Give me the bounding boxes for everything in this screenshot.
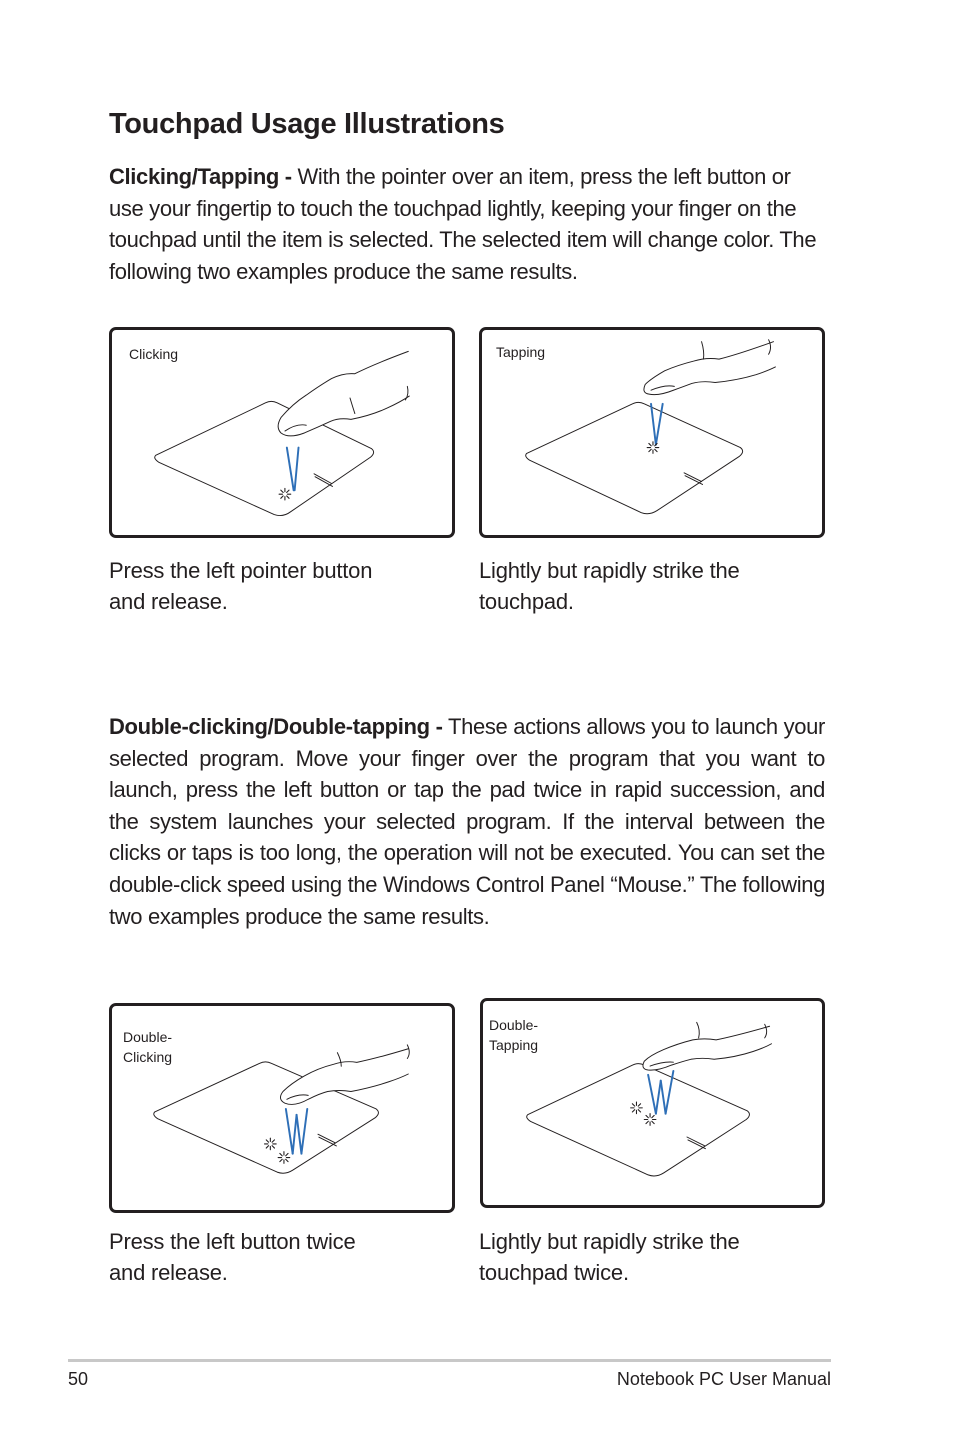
double-tapping-label: Double- Tapping [489, 1017, 539, 1053]
tapping-illustration [479, 327, 825, 538]
clicking-illustration [109, 327, 455, 538]
double-clicking-illustration [109, 1003, 455, 1213]
clicking-tapping-paragraph [109, 161, 825, 287]
footer-divider [68, 1359, 831, 1362]
double-click-heading: Double-clicking/Double-tapping - [109, 714, 443, 739]
click-burst-icon [644, 1114, 656, 1126]
click-burst-icon [278, 1152, 290, 1164]
click-burst-icon [279, 488, 291, 500]
manual-title: Notebook PC User Manual [616, 1369, 831, 1389]
click-burst-icon [647, 442, 659, 454]
page-title: Touchpad Usage Illustrations [109, 108, 505, 140]
page-number: 50 [68, 1369, 89, 1389]
clicking-tapping-heading: Clicking/Tapping - [109, 164, 292, 189]
click-burst-icon [265, 1138, 277, 1150]
tapping-caption: Lightly but rapidly strike the touchpad. [479, 558, 740, 614]
double-clicking-caption: Press the left button twice and release. [109, 1229, 356, 1285]
double-clicking-label: Double- Clicking [123, 1029, 173, 1065]
clicking-label: Clicking [129, 346, 179, 362]
double-click-body: These actions allows you to launch your selected program. Move your finger over the program that you want to launch, press the left button or tap the pad twice in rapid succession, and the system launches your selected program. If the interval between the clicks or taps is too long, the operation will not be executed. You can set the double-click speed using the Windows Control Panel “Mouse.” The following two examples produce the same results. [109, 714, 825, 929]
double-click-paragraph [109, 711, 825, 932]
tapping-label: Tapping [496, 344, 546, 360]
clicking-tapping-body: With the pointer over an item, press the left button or use your fingertip to touch the touchpad lightly, keeping your finger on the touchpad until the item is selected. The selected item will change color. The following two examples produce the same results. [109, 164, 817, 284]
double-tapping-caption: Lightly but rapidly strike the touchpad twice. [479, 1229, 740, 1285]
click-burst-icon [631, 1102, 643, 1114]
double-tapping-illustration [480, 998, 825, 1208]
clicking-caption: Press the left pointer button and release. [109, 558, 373, 614]
